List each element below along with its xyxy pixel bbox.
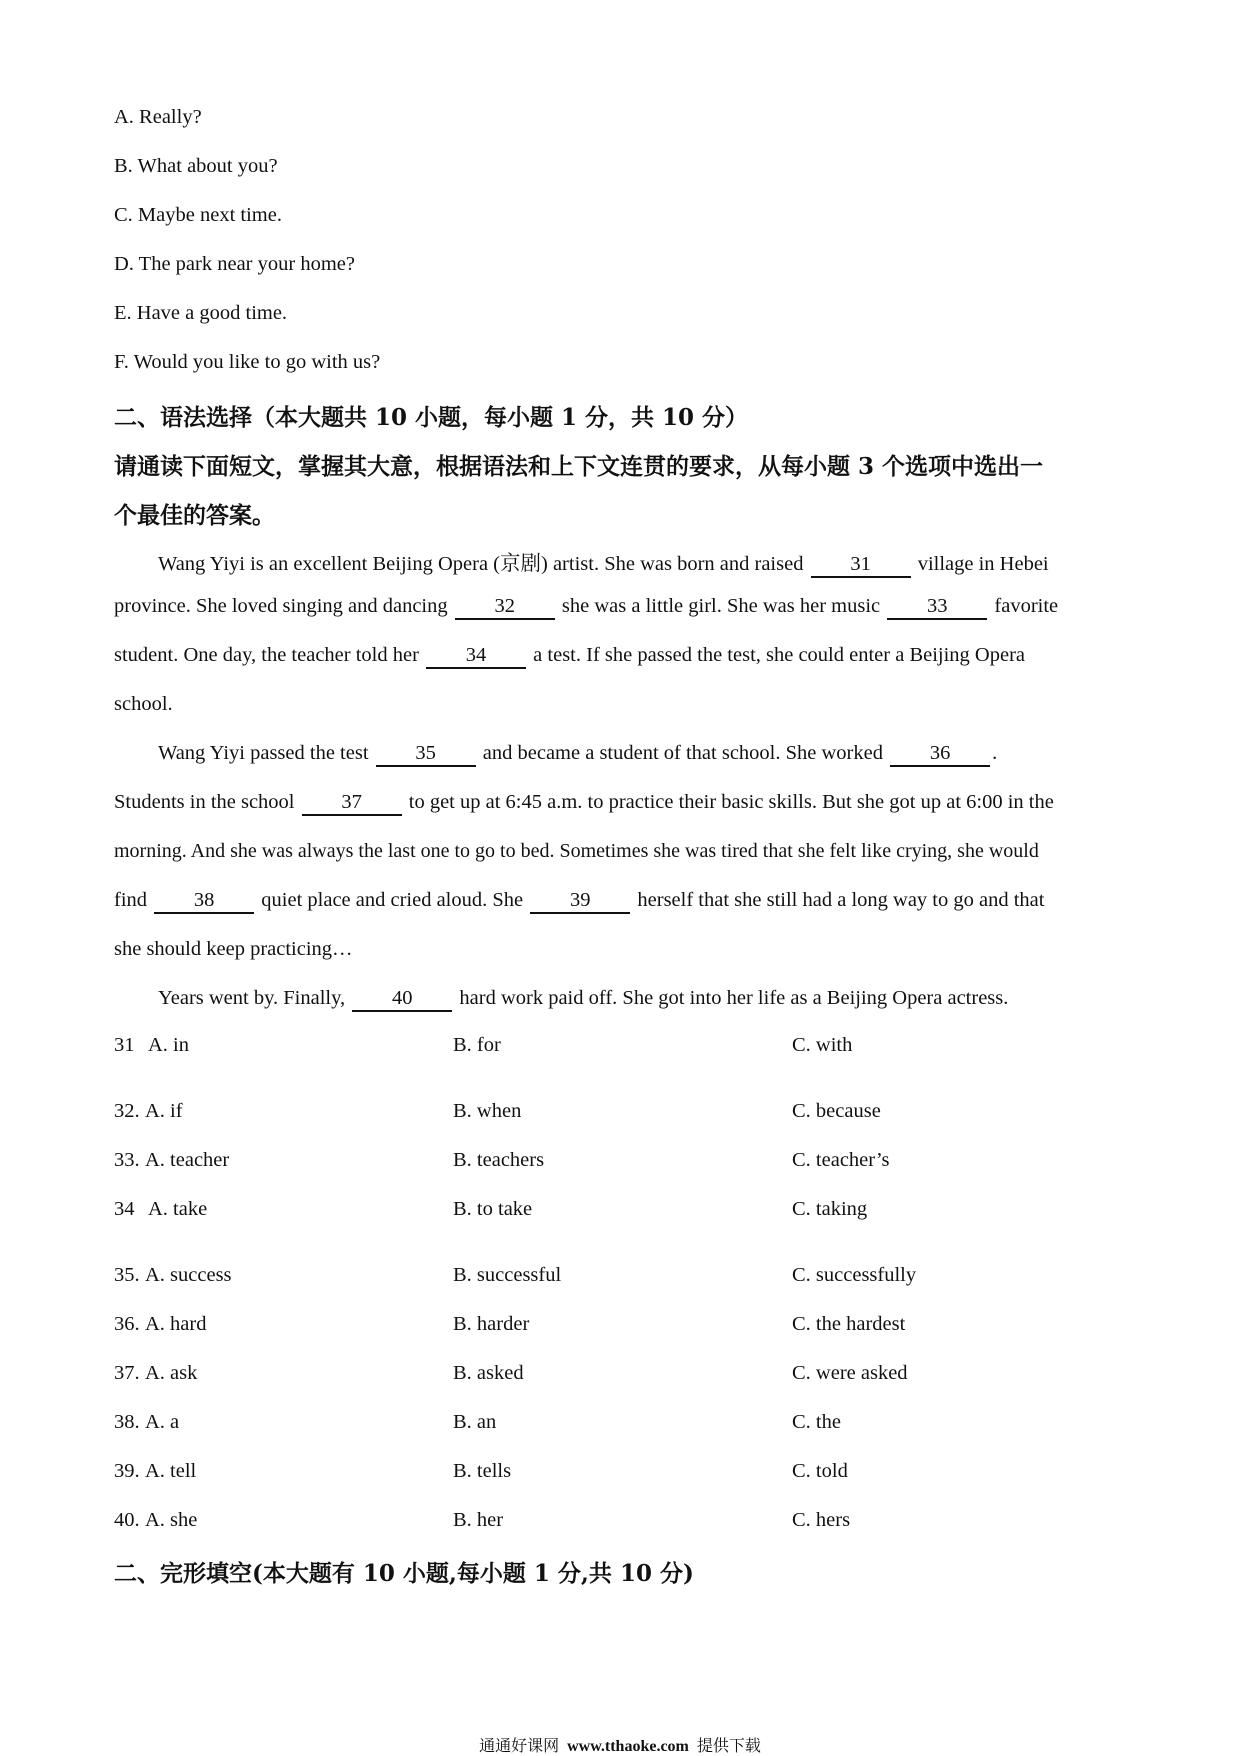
passage-text: quiet place and cried aloud. She (261, 889, 524, 911)
passage-text: village in Hebei (917, 553, 1049, 575)
answer-blank-37: 37 (302, 792, 402, 816)
answer-blank-35: 35 (376, 743, 476, 767)
passage-text: find (114, 889, 148, 911)
answer-blank-34: 34 (426, 645, 526, 669)
choice-c: C. the (792, 1411, 841, 1433)
passage-text: Students in the school (114, 791, 295, 813)
question-number: 32. (114, 1100, 140, 1122)
choice-a: A. hard (145, 1313, 207, 1335)
passage-text: Wang Yiyi is an excellent Beijing Opera (京剧) artist. She was born and raised (158, 553, 804, 575)
choice-c: C. with (792, 1034, 853, 1056)
choice-a: A. teacher (145, 1149, 230, 1171)
passage-line (114, 791, 1134, 816)
choice-a: A. take (148, 1198, 208, 1220)
choice-b: B. an (453, 1411, 497, 1433)
choice-c: C. taking (792, 1198, 868, 1220)
question-number: 33. (114, 1149, 140, 1171)
answer-blank-38: 38 (154, 890, 254, 914)
choice-a: A. she (145, 1509, 198, 1531)
passage-line (114, 546, 1178, 578)
section-instruction-line2: 个最佳的答案。 (114, 502, 275, 529)
section-heading-grammar: 二、语法选择（本大题共 10 小题，每小题 1 分，共 10 分） (114, 404, 749, 431)
choice-a: A. a (145, 1411, 180, 1433)
choice-a: A. in (148, 1034, 189, 1056)
passage-line (114, 742, 1178, 767)
choice-a: A. ask (145, 1362, 198, 1384)
passage-line: she should keep practicing… (114, 938, 353, 960)
passage-text: Years went by. Finally, (158, 987, 346, 1009)
dialogue-option-e: E. Have a good time. (114, 302, 288, 324)
answer-blank-40: 40 (352, 988, 452, 1012)
question-number: 39. (114, 1460, 140, 1482)
passage-line (114, 644, 1134, 669)
dialogue-option-d: D. The park near your home? (114, 253, 355, 275)
choice-b: B. successful (453, 1264, 562, 1286)
footer-site-name: 通通好课网 (479, 1736, 560, 1755)
dialogue-option-c: C. Maybe next time. (114, 204, 282, 226)
passage-text: hard work paid off. She got into her life as a Beijing Opera actress. (459, 987, 1009, 1009)
question-number: 37. (114, 1362, 140, 1384)
question-number: 40. (114, 1509, 140, 1531)
question-number: 35. (114, 1264, 140, 1286)
choice-b: B. harder (453, 1313, 530, 1335)
choice-a: A. tell (145, 1460, 197, 1482)
answer-blank-31: 31 (811, 554, 911, 578)
choice-c: C. teacher’s (792, 1149, 890, 1171)
choice-c: C. told (792, 1460, 848, 1482)
choice-c: C. were asked (792, 1362, 908, 1384)
footer-url[interactable]: www.tthaoke.com (567, 1738, 689, 1755)
passage-text: and became a student of that school. She worked (482, 742, 883, 764)
choice-b: B. tells (453, 1460, 512, 1482)
answer-blank-32: 32 (455, 596, 555, 620)
passage-text: favorite (994, 595, 1059, 617)
question-number: 38. (114, 1411, 140, 1433)
passage-text: a test. If she passed the test, she could enter a Beijing Opera (533, 644, 1026, 666)
choice-b: B. asked (453, 1362, 524, 1384)
question-number: 34 (114, 1198, 135, 1220)
page-footer (0, 1733, 1240, 1756)
section-heading-cloze: 二、完形填空(本大题有 10 小题,每小题 1 分,共 10 分) (114, 1560, 694, 1587)
choice-c: C. the hardest (792, 1313, 906, 1335)
footer-download-text: 提供下载 (696, 1736, 761, 1755)
passage-text: Wang Yiyi passed the test (158, 742, 369, 764)
passage-text: to get up at 6:45 a.m. to practice their basic skills. But she got up at 6:00 in the (408, 791, 1054, 813)
passage-text: . (992, 742, 998, 764)
choice-b: B. to take (453, 1198, 533, 1220)
choice-b: B. for (453, 1034, 501, 1056)
choice-c: C. hers (792, 1509, 851, 1531)
choice-c: C. because (792, 1100, 881, 1122)
passage-text: herself that she still had a long way to go and that (637, 889, 1045, 911)
passage-line (114, 595, 1134, 620)
choice-a: A. success (145, 1264, 232, 1286)
dialogue-option-b: B. What about you? (114, 155, 278, 177)
section-instruction-line1: 请通读下面短文，掌握其大意，根据语法和上下文连贯的要求，从每小题 3 个选项中选出一 (114, 453, 1044, 480)
answer-blank-33: 33 (887, 596, 987, 620)
question-number: 36. (114, 1313, 140, 1335)
passage-line: morning. And she was always the last one to go to bed. Sometimes she was tired that she felt like crying, she would (114, 840, 1039, 862)
choice-c: C. successfully (792, 1264, 917, 1286)
dialogue-option-f: F. Would you like to go with us? (114, 351, 381, 373)
choice-a: A. if (145, 1100, 183, 1122)
answer-blank-36: 36 (890, 743, 990, 767)
choice-b: B. when (453, 1100, 522, 1122)
passage-text: she was a little girl. She was her music (561, 595, 881, 617)
choice-b: B. her (453, 1509, 504, 1531)
dialogue-option-a: A. Really? (114, 106, 202, 128)
passage-line: school. (114, 693, 173, 715)
passage-line (114, 889, 1134, 914)
question-number: 31 (114, 1034, 135, 1056)
passage-text: province. She loved singing and dancing (114, 595, 448, 617)
answer-blank-39: 39 (530, 890, 630, 914)
passage-line (114, 987, 1178, 1012)
choice-b: B. teachers (453, 1149, 545, 1171)
passage-text: student. One day, the teacher told her (114, 644, 419, 666)
